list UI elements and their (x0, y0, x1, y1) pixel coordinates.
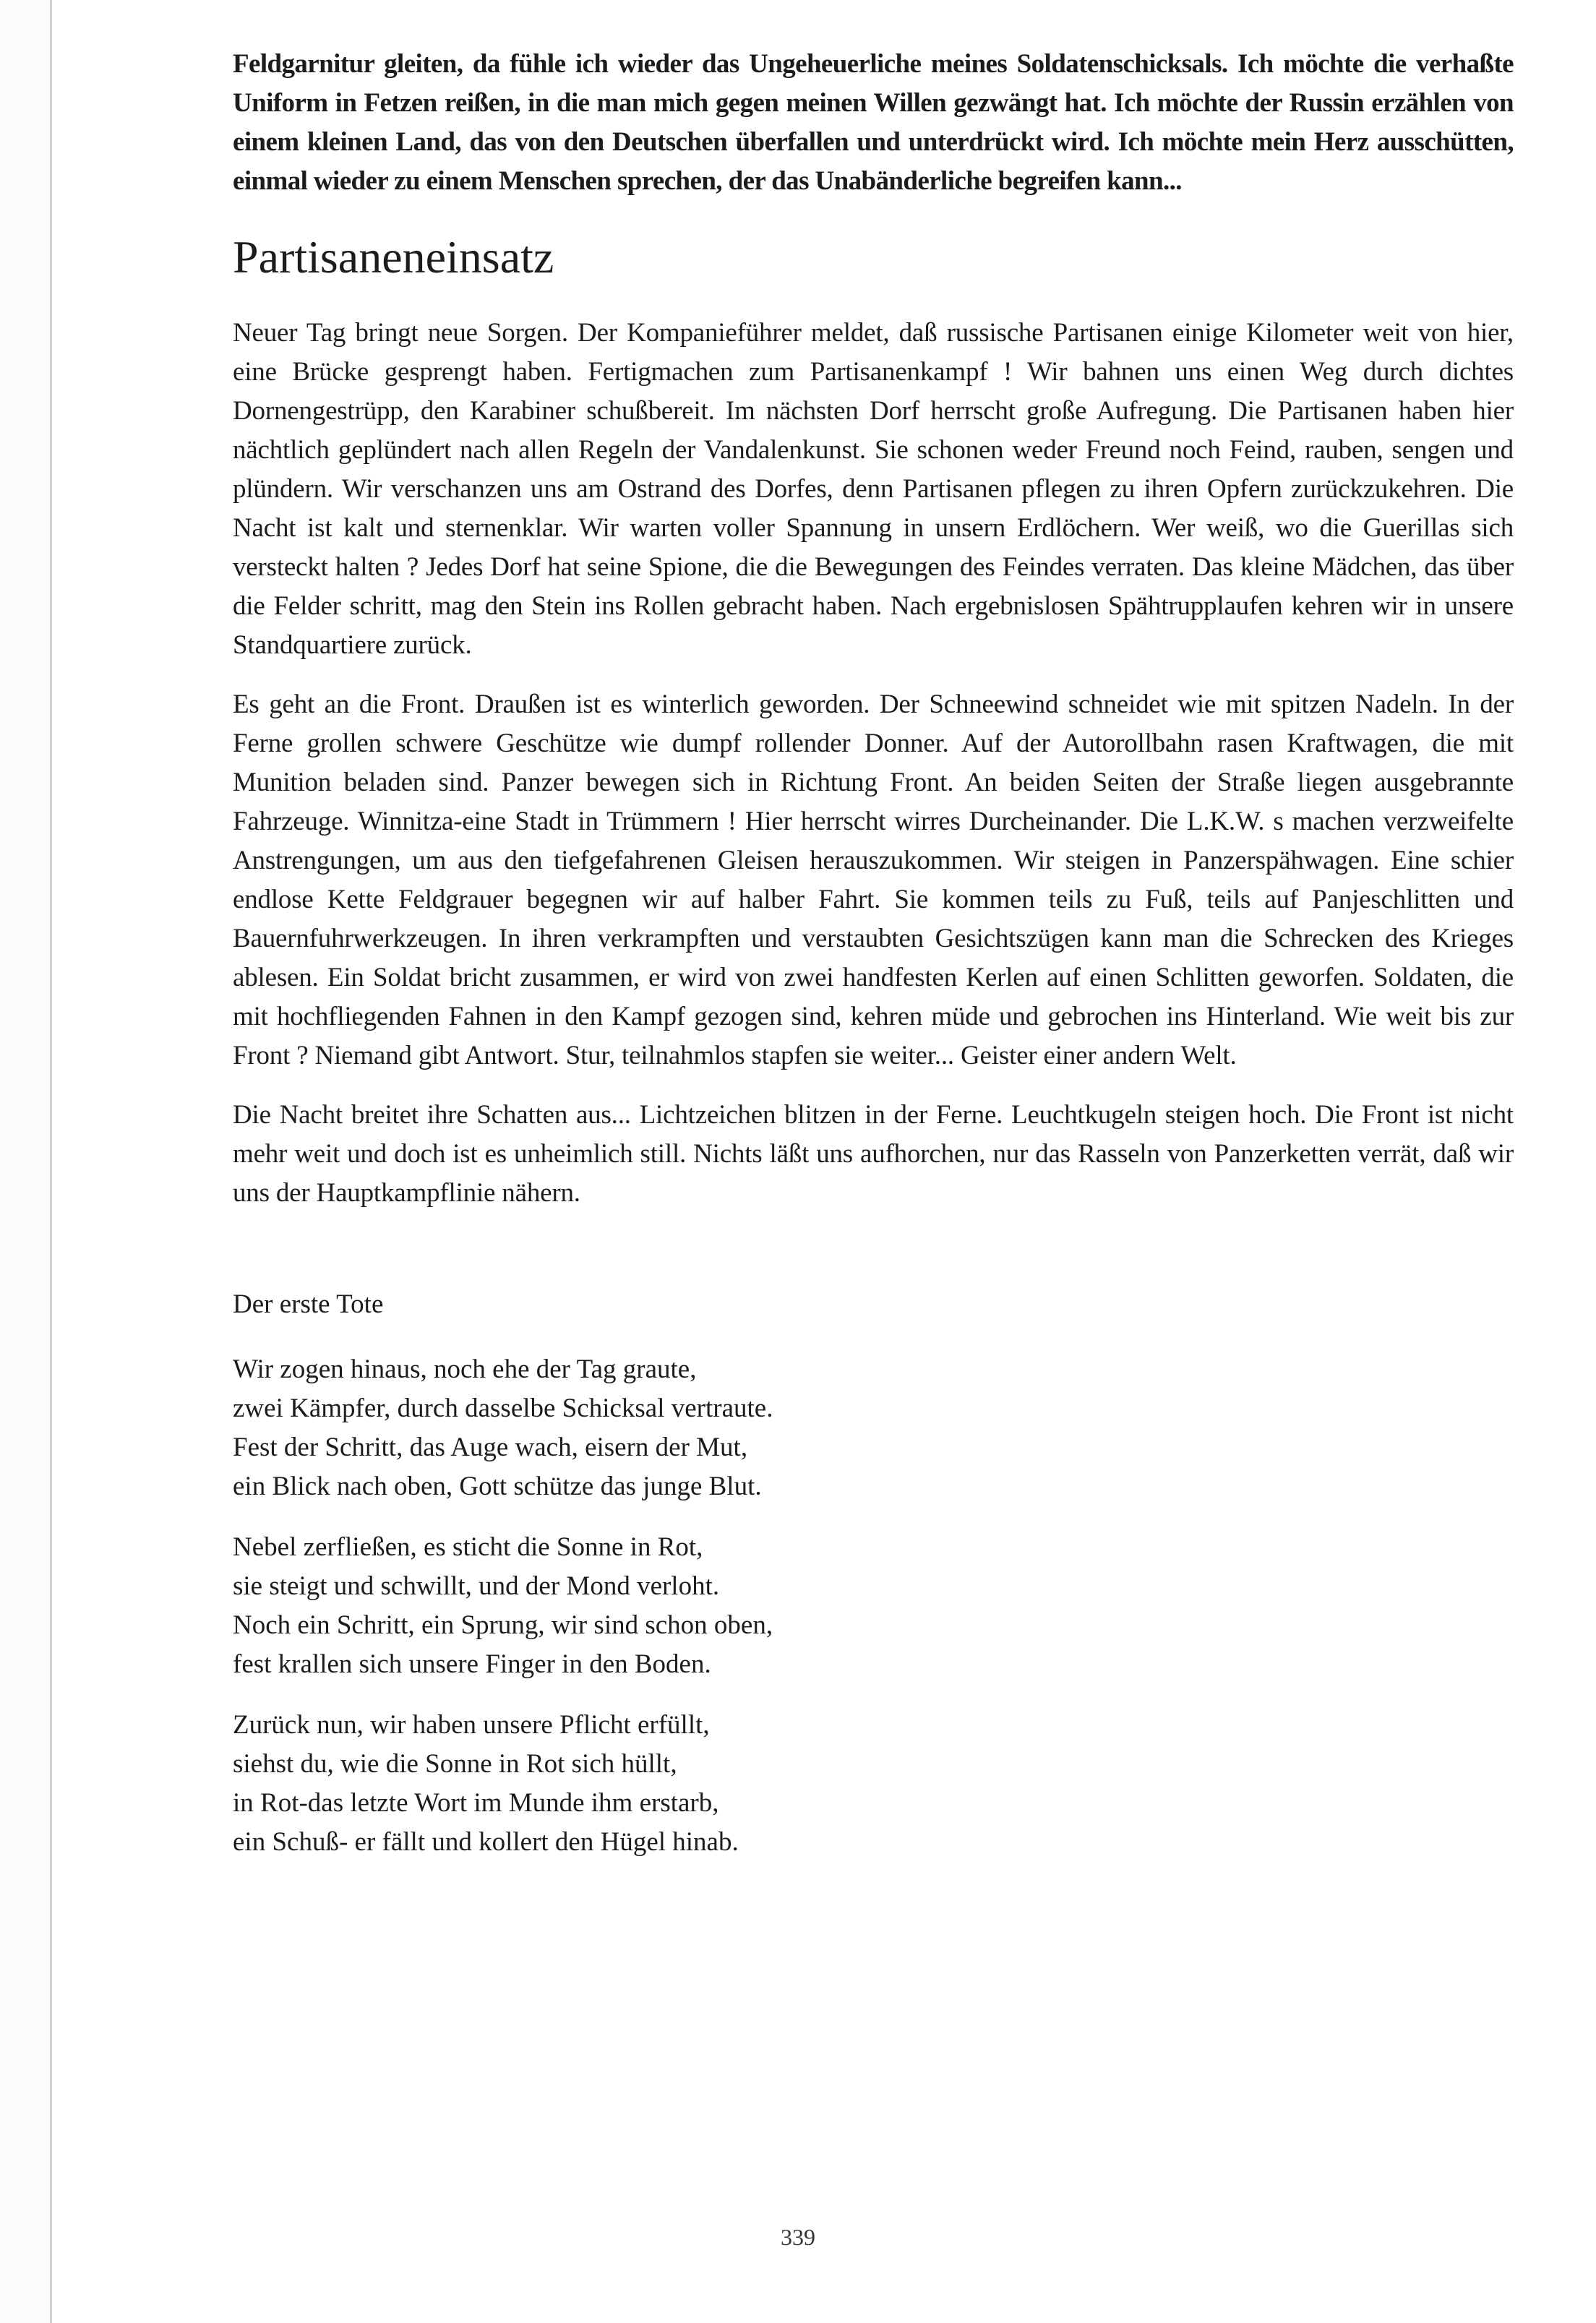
poem-line: zwei Kämpfer, durch dasselbe Schicksal vertraute. (233, 1394, 773, 1423)
poem-line: sie steigt und schwillt, und der Mond verloht. (233, 1571, 720, 1601)
page-gutter-shade (0, 0, 50, 2323)
poem-line: Noch ein Schritt, ein Sprung, wir sind schon oben, (233, 1610, 773, 1640)
page-gutter-line (50, 0, 52, 2323)
book-page (233, 45, 1514, 1884)
poem-stanza (233, 1350, 1514, 1506)
poem-stanza (233, 1706, 1514, 1862)
poem-line: fest krallen sich unsere Finger in den Boden. (233, 1649, 711, 1679)
page-number: 339 (781, 2224, 815, 2250)
body-paragraph: Es geht an die Front. Draußen ist es winterlich geworden. Der Schneewind schneidet wie mit spitzen Nadeln. In der Ferne grollen schwere Geschütze wie dumpf rollender Donner. Auf der Autorollbahn rasen Kraftwagen, die mit Munition beladen sind. Panzer bewegen sich in Richtung Front. An beiden Seiten der Straße liegen ausgebrannte Fahrzeuge. Winnitza-eine Stadt in Trümmern ! Hier herrscht wirres Durcheinander. Die L.K.W. s machen verzweifelte Anstrengungen, um aus den tiefgefahrenen Gleisen herauszukommen. Wir steigen in Panzerspähwagen. Eine schier endlose Kette Feldgrauer begegnen wir auf halber Fahrt. Sie kommen teils zu Fuß, teils auf Panjeschlitten und Bauernfuhrwerkzeugen. In ihren verkrampften und verstaubten Gesichtszügen kann man die Schrecken des Krieges ablesen. Ein Soldat bricht zusammen, er wird von zwei handfesten Kerlen auf einen Schlitten geworfen. Soldaten, die mit hochfliegenden Fahnen in den Kampf gezogen sind, kehren müde und gebrochen ins Hinterland. Wie weit bis zur Front ? Niemand gibt Antwort. Stur, teilnahmlos stapfen sie weiter... Geister einer andern Welt. (233, 690, 1514, 1070)
body-paragraph: Die Nacht breitet ihre Schatten aus... Lichtzeichen blitzen in der Ferne. Leuchtkugeln steigen hoch. Die Front ist nicht mehr weit und doch ist es unheimlich still. Nichts läßt uns aufhorchen, nur das Rasseln von Panzerketten verrät, daß wir uns der Hauptkampflinie nähern. (233, 1100, 1514, 1208)
poem-line: Wir zogen hinaus, noch ehe der Tag graute, (233, 1354, 697, 1384)
body-paragraph: Neuer Tag bringt neue Sorgen. Der Kompanieführer meldet, daß russische Partisanen einige Kilometer weit von hier, eine Brücke gesprengt haben. Fertigmachen zum Partisanenkampf ! Wir bahnen uns einen Weg durch dichtes Dornengestrüpp, den Karabiner schußbereit. Im nächsten Dorf herrscht große Aufregung. Die Partisanen haben hier nächtlich geplündert nach allen Regeln der Vandalenkunst. Sie schonen weder Freund noch Feind, rauben, sengen und plündern. Wir verschanzen uns am Ostrand des Dorfes, denn Partisanen pflegen zu ihren Opfern zurückzukehren. Die Nacht ist kalt und sternenklar. Wir warten voller Spannung in unsern Erdlöchern. Wer weiß, wo die Guerillas sich versteckt halten ? Jedes Dorf hat seine Spione, die die Bewegungen des Feindes verraten. Das kleine Mädchen, das über die Felder schritt, mag den Stein ins Rollen gebracht haben. Nach ergebnislosen Spähtrupplaufen kehren wir in unsere Standquartiere zurück. (233, 318, 1514, 660)
poem-line: in Rot-das letzte Wort im Munde ihm erstarb, (233, 1788, 719, 1818)
poem-title: Der erste Tote (233, 1289, 384, 1319)
poem-line: siehst du, wie die Sonne in Rot sich hüllt, (233, 1749, 677, 1779)
poem-line: Fest der Schritt, das Auge wach, eisern der Mut, (233, 1433, 748, 1462)
poem-line: ein Schuß- er fällt und kollert den Hügel hinab. (233, 1827, 739, 1857)
intro-paragraph: Feldgarnitur gleiten, da fühle ich wieder das Ungeheuerliche meines Soldatenschicksals. Ich möchte die verhaßte Uniform in Fetzen reißen, in die man mich gegen meinen Willen gezwängt hat. Ich möchte der Russin erzählen von einem kleinen Land, das von den Deutschen überfallen und unterdrückt wird. Ich möchte mein Herz ausschütten, einmal wieder zu einem Menschen sprechen, der das Unabänderliche begreifen kann... (233, 49, 1514, 196)
section-heading: Partisaneneinsatz (233, 231, 554, 283)
poem-line: Nebel zerfließen, es sticht die Sonne in Rot, (233, 1532, 703, 1562)
poem-stanza (233, 1528, 1514, 1684)
poem-line: Zurück nun, wir haben unsere Pflicht erfüllt, (233, 1710, 710, 1740)
poem-line: ein Blick nach oben, Gott schütze das junge Blut. (233, 1472, 762, 1501)
